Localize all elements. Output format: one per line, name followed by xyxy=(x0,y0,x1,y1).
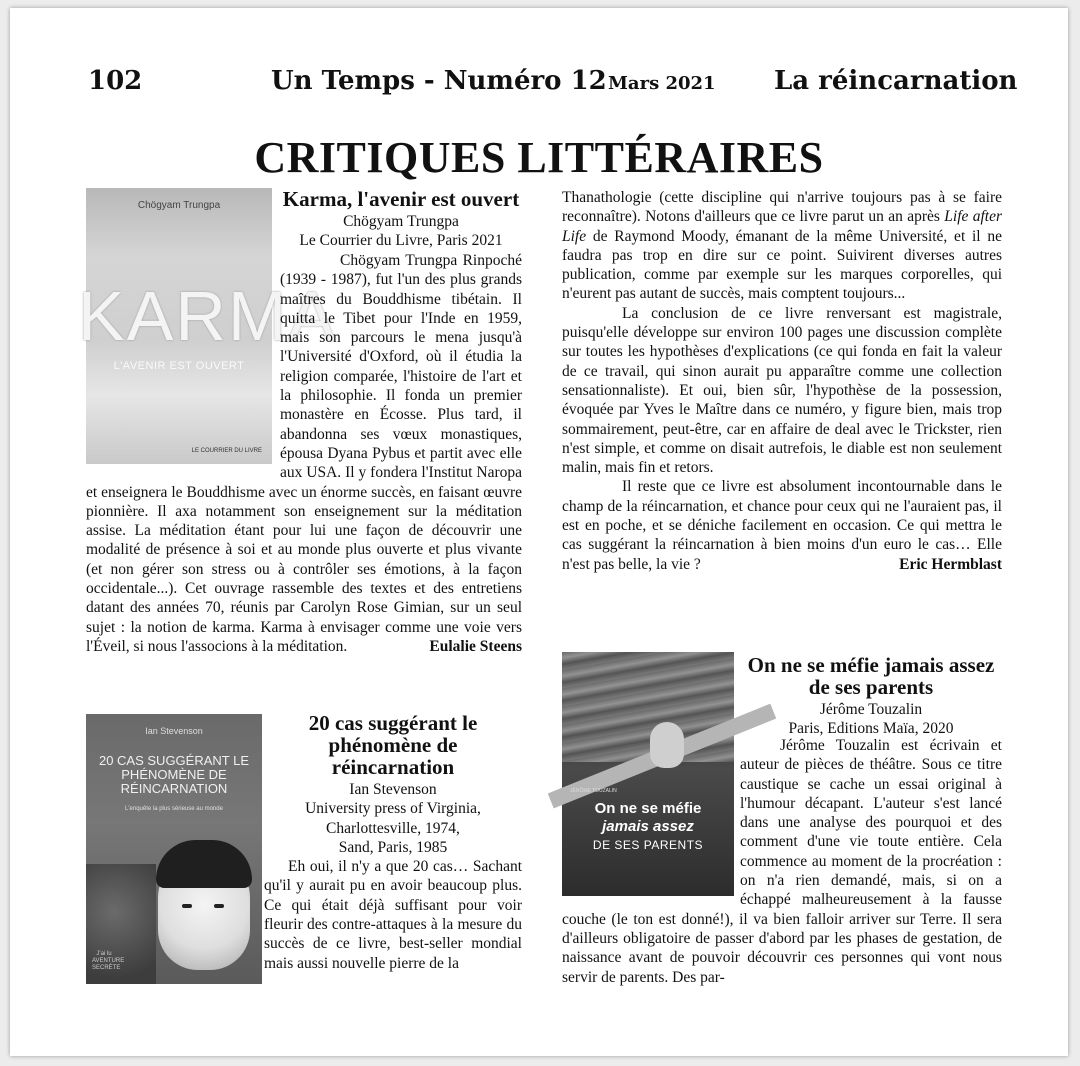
issue-date: Mars 2021 xyxy=(608,73,716,94)
stevenson-cover-author: Ian Stevenson xyxy=(145,726,203,736)
review1-header xyxy=(280,188,522,251)
review2-text xyxy=(264,712,522,973)
karma-cover-subtitle: L'AVENIR EST OUVERT xyxy=(113,360,245,372)
touzalin-cover-title-line3: DE SES PARENTS xyxy=(592,838,704,852)
review3-body: Jérôme Touzalin est écrivain et auteur de pièces de théâtre. Sous ce titre caustique se cache un essai original à l'humour décapant. L'auteur s'est lancé dans une analyse des pourquoi et des comment d'une vie toute entière. Cela commence au moment de la procréation : on n'a rien demandé, mais, si on a échappé malheureusement à la fausse couche (le ton est donné!), il va bien falloir arriver sur Terre. Il sera d'ailleurs obligatoire de passer d'abord par les phases de gestation, de naissance avant de pouvoir découvrir ces personnes qui vont nous servir de parents. Des par- xyxy=(562,737,1002,986)
referenced-book-title: Life after Life xyxy=(562,208,1002,245)
review3-header xyxy=(740,654,1002,739)
stevenson-cover-title: 20 CAS SUGGÉRANT LE PHÉNOMÈNE DE RÉINCARNATION xyxy=(98,753,250,796)
review2-signature: Eric Hermblast xyxy=(899,555,1002,573)
review2-cont-paragraph2: La conclusion de ce livre renversant est magistrale, puisqu'elle développe sur environ 100 pages une discussion complète sur toutes les hypothèses d'explications (ce qui fonda en fait la valeur de ce travail, qui sinon aurait pu apparaître comme une collection sensationnaliste). Et oui, bien sûr, l'hypothèse de la possession, évoquée par Yves le Maître dans ce numéro, y figure bien, mais trop sommairement, peut-être, car en affaire de deal avec le Trickster, rien n'est simple, et comme on disait autrefois, le diable est non seulement malin, mais fin et retors. xyxy=(562,304,1002,477)
touzalin-cover-author: JÉRÔME TOUZALIN xyxy=(570,788,617,794)
review1-title: Karma, l'avenir est ouvert xyxy=(282,187,520,211)
review2-publisher-line3: Sand, Paris, 1985 xyxy=(338,838,448,856)
stevenson-cover-subtitle: L'enquête la plus sérieuse au monde xyxy=(125,806,223,812)
magazine-page xyxy=(10,8,1068,1056)
review2-publisher-line1: University press of Virginia, xyxy=(305,800,481,818)
cover-spacer xyxy=(562,736,740,895)
review1-text xyxy=(86,251,522,657)
child-eye-illustration xyxy=(214,904,224,908)
review2-body: Eh oui, il n'y a que 20 cas… Sachant qu'il y aurait pu en avoir beaucoup plus. Ce qui était déjà suffisant pour voir fleurir des contre-attaques à la mesure du succès de ce livre, best-seller mondial mais aussi nouvelle pierre de la xyxy=(264,858,522,972)
review1-body: Chögyam Trungpa Rinpoché (1939 - 1987), fut l'un des plus grands maîtres du Bouddhisme tibétain. Il quitta le Tibet pour l'Inde en 1959, mais son parcours le mena jusqu'à l'Université d'Oxford, où il étudia la religion comparée, l'histoire de l'art et la philosophie. Il fonda un premier monastère en Écosse. Plus tard, il abandonna ses vœux monastiques, épousa Dyana Pybus et partit avec elle aux USA. Il y fondera l'Institut Naropa et enseignera le Bouddhisme avec un énorme succès, en faisant œuvre pionnière. Il axa notamment son enseignement sur la méditation assise. La méditation étant pour lui une façon de découvrir une modalité de présence à soi et au monde plus ouverte et plus vivante (et non gérer son stress ou à contrôler ses émotions, à la façon occidentale...). Cet ouvrage rassemble des textes et des entretiens datant des années 70, réunis par Carolyn Rose Gimian, sur un seul sujet : la notion de karma. Karma à envisager comme une voie vers l'Éveil, si nous l'associons à la méditation. xyxy=(86,252,522,655)
review3-title: On ne se méfie jamais assez de ses parents xyxy=(747,653,995,699)
review3-author: Jérôme Touzalin xyxy=(819,701,923,718)
review3-text xyxy=(562,736,1002,1036)
touzalin-cover-title-line1: On ne se méfie xyxy=(594,800,702,817)
review2-continued xyxy=(562,188,1002,574)
review1-signature: Eulalie Steens xyxy=(429,638,522,656)
review1-publisher: Le Courrier du Livre, Paris 2021 xyxy=(299,232,503,250)
stevenson-book-cover xyxy=(86,714,262,984)
child-hair-illustration xyxy=(156,840,252,888)
review2-author: Ian Stevenson xyxy=(349,781,437,798)
running-header xyxy=(88,66,1018,106)
review2-cont-p1-end: de Raymond Moody, émanant de la même Université, et il ne faudra pas trop en dire sur ce point. Suivirent diverses autres publication, comme par exemple sur les marques corporelles, qui n'eurent pas autant de succès, mais comptent toujours... xyxy=(562,227,1002,303)
review2-cont-paragraph1 xyxy=(562,188,1002,304)
review2-title: 20 cas suggérant le phénomène de réincarnation xyxy=(308,711,478,779)
stevenson-cover-publisher: J'ai lu AVENTURE SECRÈTE xyxy=(92,951,125,971)
review2-publisher-line2: Charlottesville, 1974, xyxy=(326,819,460,837)
touzalin-cover-title-line2: jamais assez xyxy=(602,818,694,835)
section-title: CRITIQUES LITTÉRAIRES xyxy=(254,133,824,182)
karma-cover-author: Chögyam Trungpa xyxy=(137,200,221,211)
review2-cont-paragraph3: Il reste que ce livre est absolument incontournable dans le champ de la réincarnation, et chance pour ceux qui ne l'auraient pas, il est en poche, et se déniche facilement en occasion. Ce qui mettra le cas suggérant la réincarnation à bien moins d'un euro le cas… Elle n'est pas belle, la vie ? xyxy=(562,478,1002,573)
review3-publisher: Paris, Editions Maïa, 2020 xyxy=(788,720,954,738)
page-number: 102 xyxy=(88,66,143,96)
cover-spacer xyxy=(86,251,280,470)
review2-cont-p1-start: Thanathologie (cette discipline qui n'arrive toujours pas à se faire reconnaître). Notons d'ailleurs que ce livre parut un an après xyxy=(562,189,1002,226)
review1-author: Chögyam Trungpa xyxy=(343,213,459,230)
child-eye-illustration xyxy=(182,904,192,908)
journal-name: Un Temps - Numéro 12 xyxy=(271,66,607,96)
karma-cover-publisher: LE COURRIER DU LIVRE xyxy=(191,448,262,454)
issue-theme: La réincarnation xyxy=(774,66,1018,96)
karma-cover-title: KARMA xyxy=(78,277,337,355)
